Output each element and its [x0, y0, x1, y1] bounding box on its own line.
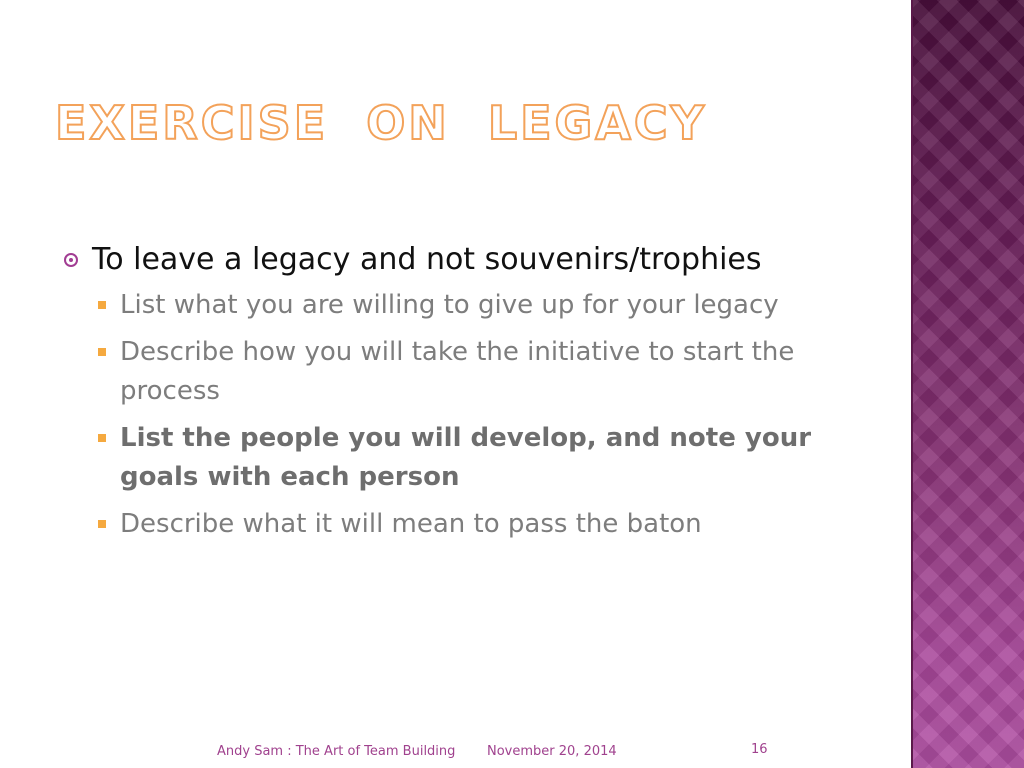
sub-bullet-text: List what you are willing to give up for your legacy — [120, 290, 779, 320]
slide-content — [62, 240, 882, 552]
footer-author: Andy Sam : The Art of Team Building — [217, 744, 456, 759]
footer-page-number: 16 — [751, 742, 768, 757]
sub-bullet-list — [62, 286, 882, 544]
slide-title: EXERCISE ON LEGACY — [55, 96, 707, 150]
square-bullet-icon — [98, 348, 106, 356]
main-bullet — [62, 240, 882, 280]
sub-bullet-text: List the people you will develop, and note your goals with each person — [120, 423, 812, 492]
square-bullet-icon — [98, 520, 106, 528]
sub-bullet-text: Describe how you will take the initiative to start the process — [120, 337, 795, 406]
main-bullet-text: To leave a legacy and not souvenirs/trophies — [92, 242, 762, 277]
square-bullet-icon — [98, 301, 106, 309]
sub-bullet-text: Describe what it will mean to pass the baton — [120, 509, 702, 539]
sub-bullet-item-emphasized — [98, 419, 882, 497]
decorative-side-band — [911, 0, 1024, 768]
sub-bullet-item — [98, 286, 882, 325]
sub-bullet-item — [98, 505, 882, 544]
footer-date: November 20, 2014 — [487, 744, 617, 759]
ring-bullet-icon — [64, 253, 78, 267]
square-bullet-icon — [98, 434, 106, 442]
sub-bullet-item — [98, 333, 882, 411]
